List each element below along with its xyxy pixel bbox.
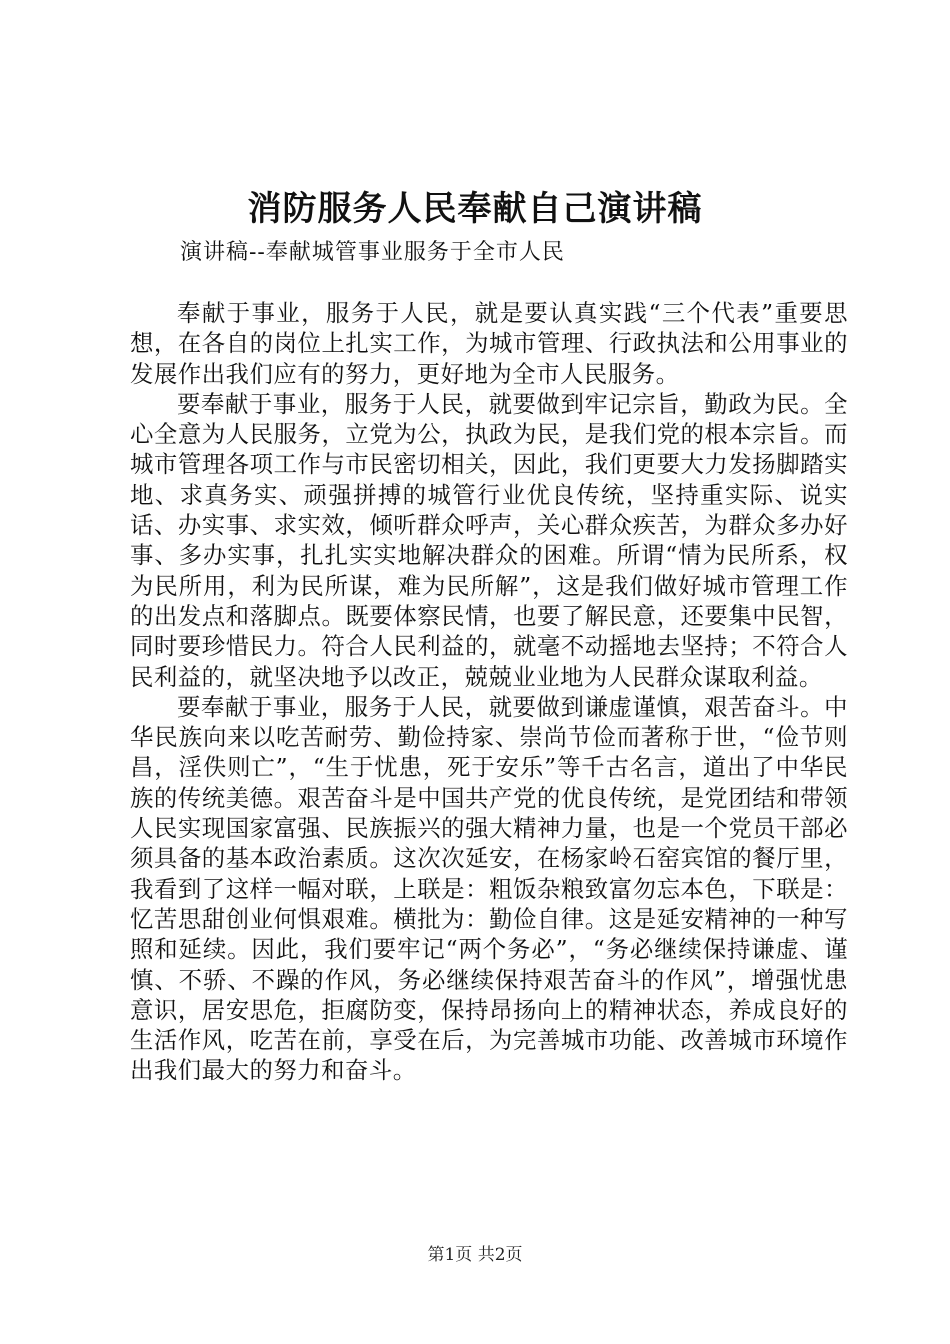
document-body [130, 298, 848, 1086]
paragraph-3: 要奉献于事业，服务于人民，就要做到谦虚谨慎，艰苦奋斗。中华民族向来以吃苦耐劳、勤俭持家、崇尚节俭而著称于世，“俭节则昌，淫佚则亡”，“生于忧患，死于安乐”等千古名言，道出了中华民族的传统美德。艰苦奋斗是中国共产党的优良传统，是党团结和带领人民实现国家富强、民族振兴的强大精神力量，也是一个党员干部必须具备的基本政治素质。这次次延安，在杨家岭石窑宾馆的餐厅里，我看到了这样一幅对联，上联是：粗饭杂粮致富勿忘本色，下联是：忆苦思甜创业何惧艰难。横批为：勤俭自律。这是延安精神的一种写照和延续。因此，我们要牢记“两个务必”，“务必继续保持谦虚、谨慎、不骄、不躁的作风，务必继续保持艰苦奋斗的作风”，增强忧患意识，居安思危，拒腐防变，保持昂扬向上的精神状态，养成良好的生活作风，吃苦在前，享受在后，为完善城市功能、改善城市环境作出我们最大的努力和奋斗。 [130, 692, 848, 1085]
paragraph-1: 奉献于事业，服务于人民，就是要认真实践“三个代表”重要思想，在各自的岗位上扎实工作，为城市管理、行政执法和公用事业的发展作出我们应有的努力，更好地为全市人民服务。 [130, 299, 848, 388]
document-subtitle: 演讲稿--奉献城管事业服务于全市人民 [180, 240, 565, 265]
document-title: 消防服务人民奉献自己演讲稿 [247, 189, 703, 229]
paragraph-2: 要奉献于事业，服务于人民，就要做到牢记宗旨，勤政为民。全心全意为人民服务，立党为公，执政为民，是我们党的根本宗旨。而城市管理各项工作与市民密切相关，因此，我们更要大力发扬脚踏实地、求真务实、顽强拼搏的城管行业优良传统，坚持重实际、说实话、办实事、求实效，倾听群众呼声，关心群众疾苦，为群众多办好事、多办实事，扎扎实实地解决群众的困难。所谓“情为民所系，权为民所用，利为民所谋，难为民所解”，这是我们做好城市管理工作的出发点和落脚点。既要体察民情，也要了解民意，还要集中民智，同时要珍惜民力。符合人民利益的，就毫不动摇地去坚持；不符合人民利益的，就坚决地予以改正，兢兢业业地为人民群众谋取利益。 [130, 389, 848, 691]
page-footer: 第1页 共2页 [427, 1245, 523, 1265]
